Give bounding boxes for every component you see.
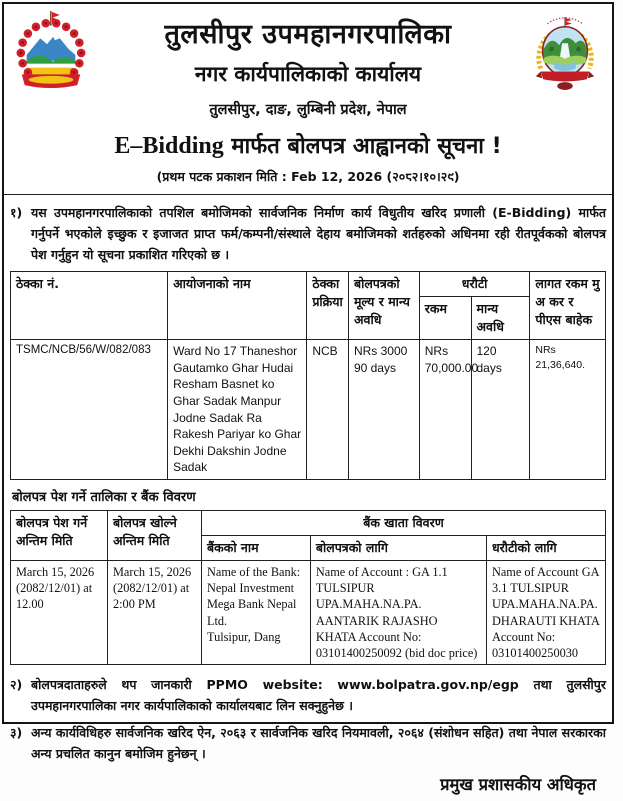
th-contract-no: ठेक्का नं.	[11, 272, 168, 340]
letterhead	[4, 4, 612, 195]
notice-title-devanagari: मार्फत बोलपत्र आह्वानको सूचना !	[231, 134, 502, 159]
th-project-name: आयोजनाको नाम	[168, 272, 307, 340]
notice-title	[94, 130, 522, 160]
intro-text: यस उपमहानगरपालिकाको तपशिल बमोजिमको सार्वजनिक निर्माण कार्य विधुतीय खरिद प्रणाली (E-Bidding) मार्फत गर्नुपर्ने भएकोले इच्छुक र इजाजत प्राप्त फर्म/कम्पनी/संस्थाले देहाय बमोजिमको शर्तहरुको अधिनमा रही रीतपूर्वकको बोलपत्र पेश गर्नुहुन यो सूचना प्रकाशित गरिएको छ ।	[31, 205, 606, 262]
right-logo-wrap	[522, 10, 608, 96]
tender-table	[10, 271, 606, 480]
schedule-section-title: बोलपत्र पेश गर्ने तालिका र बैंक विवरण	[12, 489, 196, 505]
th-opening-deadline: बोलपत्र खोल्ने अन्तिम मिति	[107, 510, 201, 560]
intro-paragraph	[10, 202, 606, 265]
cell-submission-deadline: March 15, 2026 (2082/12/01) at 12.00	[11, 561, 108, 665]
th-for-deposit: धरौटीको लागि	[486, 535, 605, 560]
cell-project-name: Ward No 17 Thaneshor Gautamko Ghar Hudai Resham Basnet ko Ghar Sadak Manpur Jodne Sadak Ra Rakesh Pariyar ko Ghar Dekhi Dakshin Jodne Sadak	[168, 340, 307, 479]
schedule-row	[11, 561, 606, 665]
th-submission-deadline: बोलपत्र पेश गर्ने अन्तिम मिति	[11, 510, 108, 560]
signature-title: प्रमुख प्रशासकीय अधिकृत	[440, 775, 596, 795]
note-ppmo	[10, 674, 606, 716]
th-for-bid: बोलपत्रको लागि	[310, 535, 486, 560]
letterhead-titles	[94, 10, 522, 189]
cell-bid-price-validity: NRs 3000 90 days	[348, 340, 419, 479]
cell-deposit-account: Name of Account GA 3.1 TULSIPUR UPA.MAHA.NA.PA. DHARAUTI KHATA Account No: 03101400250030	[486, 561, 605, 665]
note-ppmo-number: २)	[10, 677, 23, 693]
cell-cost-estimate: NRs 21,36,640.	[530, 340, 606, 479]
nepal-coat-of-arms-icon	[13, 10, 89, 92]
cell-bank-name	[201, 561, 310, 665]
publication-date-line: (प्रथम पटक प्रकाशन मिति : Feb 12, 2026 (२०८२।१०।२९)	[156, 169, 460, 184]
notice-title-latin: E–Bidding	[114, 133, 224, 159]
office-name: नगर कार्यपालिकाको कार्यालय	[194, 62, 422, 86]
th-cost-estimate: लागत रकम मु अ कर र पीएस बाहेक	[530, 272, 606, 340]
tulsipur-municipality-emblem-icon	[530, 10, 600, 96]
organization-name: तुलसीपुर उपमहानगरपालिका	[164, 19, 452, 50]
schedule-bank-table	[10, 510, 606, 666]
note-laws-number: ३)	[10, 725, 23, 741]
note-laws-text: अन्य कार्यविधिहरु सार्वजनिक खरिद ऐन, २०६३ र सार्वजनिक खरिद नियमावली, २०६४ (संशोधन सहित) तथा नेपाल सरकारका अन्य प्रचलित कानुन बमोजिम हुनेछन् ।	[31, 725, 606, 762]
left-logo-wrap	[8, 10, 94, 92]
cell-opening-deadline: March 15, 2026 (2082/12/01) at 2:00 PM	[107, 561, 201, 665]
th-bank-name: बैंकको नाम	[201, 535, 310, 560]
address-line: तुलसीपुर, दाङ, लुम्बिनी प्रदेश, नेपाल	[209, 102, 407, 118]
cell-process: NCB	[307, 340, 349, 479]
th-bid-price-validity: बोलपत्रको मूल्य र मान्य अवधि	[348, 272, 419, 340]
th-deposit-validity: मान्य अवधि	[471, 297, 530, 340]
cell-bid-account: Name of Account : GA 1.1 TULSIPUR UPA.MAHA.NA.PA. AANTARIK RAJASHO KHATA Account No: 03101400250092 (bid doc price)	[310, 561, 486, 665]
note-laws	[10, 722, 606, 764]
notice-page	[2, 2, 614, 795]
intro-number: १)	[10, 205, 23, 220]
th-process: ठेक्का प्रक्रिया	[307, 272, 349, 340]
th-deposit: धरौटी	[419, 272, 530, 297]
cell-deposit-amount: NRs 70,000.00	[419, 340, 471, 479]
bank-name-line2: Tulsipur, Dang	[206, 629, 281, 644]
cell-deposit-validity: 120 days	[471, 340, 530, 479]
cell-contract-no: TSMC/NCB/56/W/082/083	[11, 340, 168, 479]
notice-body	[4, 202, 612, 801]
tender-row	[11, 340, 606, 479]
th-deposit-amount: रकम	[419, 297, 471, 340]
bank-name-line1: Name of the Bank: Nepal Investment Mega Bank Nepal Ltd.	[206, 565, 301, 628]
note-ppmo-text: बोलपत्रदाताहरुले थप जानकारी PPMO website: www.bolpatra.gov.np/egp तथा तुलसीपुर उपमहानगरपालिका नगर कार्यपालिकाको कार्यालयबाट लिन सक्नुहुनेछ ।	[31, 677, 606, 714]
th-bank-details: बैंक खाता विवरण	[201, 510, 605, 535]
